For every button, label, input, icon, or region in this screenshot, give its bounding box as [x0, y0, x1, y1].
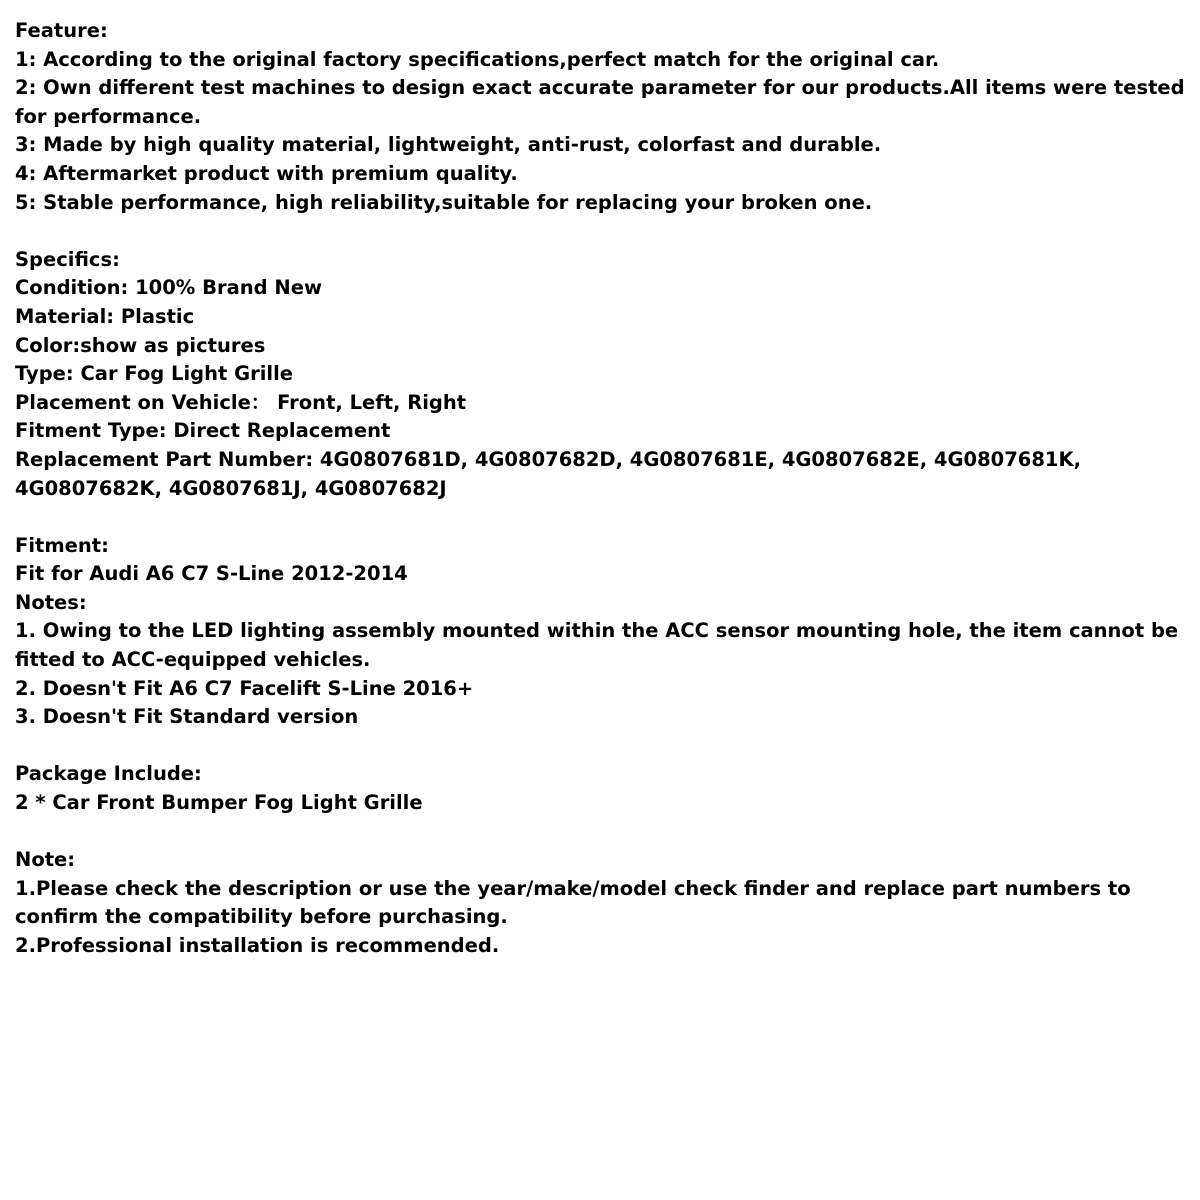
feature-heading: Feature: [15, 19, 108, 42]
fitment-section [15, 532, 1185, 732]
feature-item: 5: Stable performance, high reliability,suitable for replacing your broken one. [15, 190, 873, 214]
spacer [15, 503, 1185, 532]
spacer [15, 818, 1185, 847]
notes-item: 3. Doesn't Fit Standard version [15, 705, 359, 729]
fitment-heading: Fitment: [15, 533, 109, 557]
spec-item: Placement on Vehicle： Front, Left, Right [15, 390, 467, 414]
note-item: 1.Please check the description or use the year/make/model check finder and replace part numbers to confirm the compatibility before purchasing. [15, 876, 1131, 929]
feature-section [15, 17, 1185, 217]
fitment-vehicle: Fit for Audi A6 C7 S-Line 2012-2014 [15, 562, 408, 586]
spacer [15, 217, 1185, 246]
specifics-heading: Specifics: [15, 247, 120, 271]
product-description [15, 17, 1185, 961]
feature-item: 2: Own different test machines to design exact accurate parameter for our products.All items were tested for performance. [15, 76, 1185, 128]
spec-item: Material: Plastic [15, 304, 195, 328]
spec-item-part-numbers: Replacement Part Number: 4G0807681D, 4G0807682D, 4G0807681E, 4G0807682E, 4G0807681K, 4G0807682K, 4G0807681J, 4G0807682J [15, 447, 1081, 500]
note-item: 2.Professional installation is recommended. [15, 934, 500, 957]
feature-item: 4: Aftermarket product with premium quality. [15, 161, 518, 185]
spec-item: Type: Car Fog Light Grille [15, 362, 293, 386]
spacer [15, 732, 1185, 761]
spec-item: Fitment Type: Direct Replacement [15, 419, 391, 443]
notes-item: 1. Owing to the LED lighting assembly mounted within the ACC sensor mounting hole, the item cannot be fitted to ACC-equipped vehicles. [15, 619, 1179, 672]
note-section [15, 846, 1185, 960]
package-item: 2 * Car Front Bumper Fog Light Grille [15, 791, 423, 815]
package-heading: Package Include: [15, 762, 202, 786]
notes-heading: Notes: [15, 590, 87, 614]
notes-item: 2. Doesn't Fit A6 C7 Facelift S-Line 2016+ [15, 676, 474, 700]
feature-item: 1: According to the original factory specifications,perfect match for the original car. [15, 47, 940, 71]
package-section [15, 760, 1185, 817]
spec-item: Condition: 100% Brand New [15, 276, 322, 300]
specifics-section [15, 246, 1185, 503]
note-heading: Note: [15, 848, 76, 872]
feature-item: 3: Made by high quality material, lightweight, anti-rust, colorfast and durable. [15, 133, 882, 157]
spec-item: Color:show as pictures [15, 333, 266, 357]
